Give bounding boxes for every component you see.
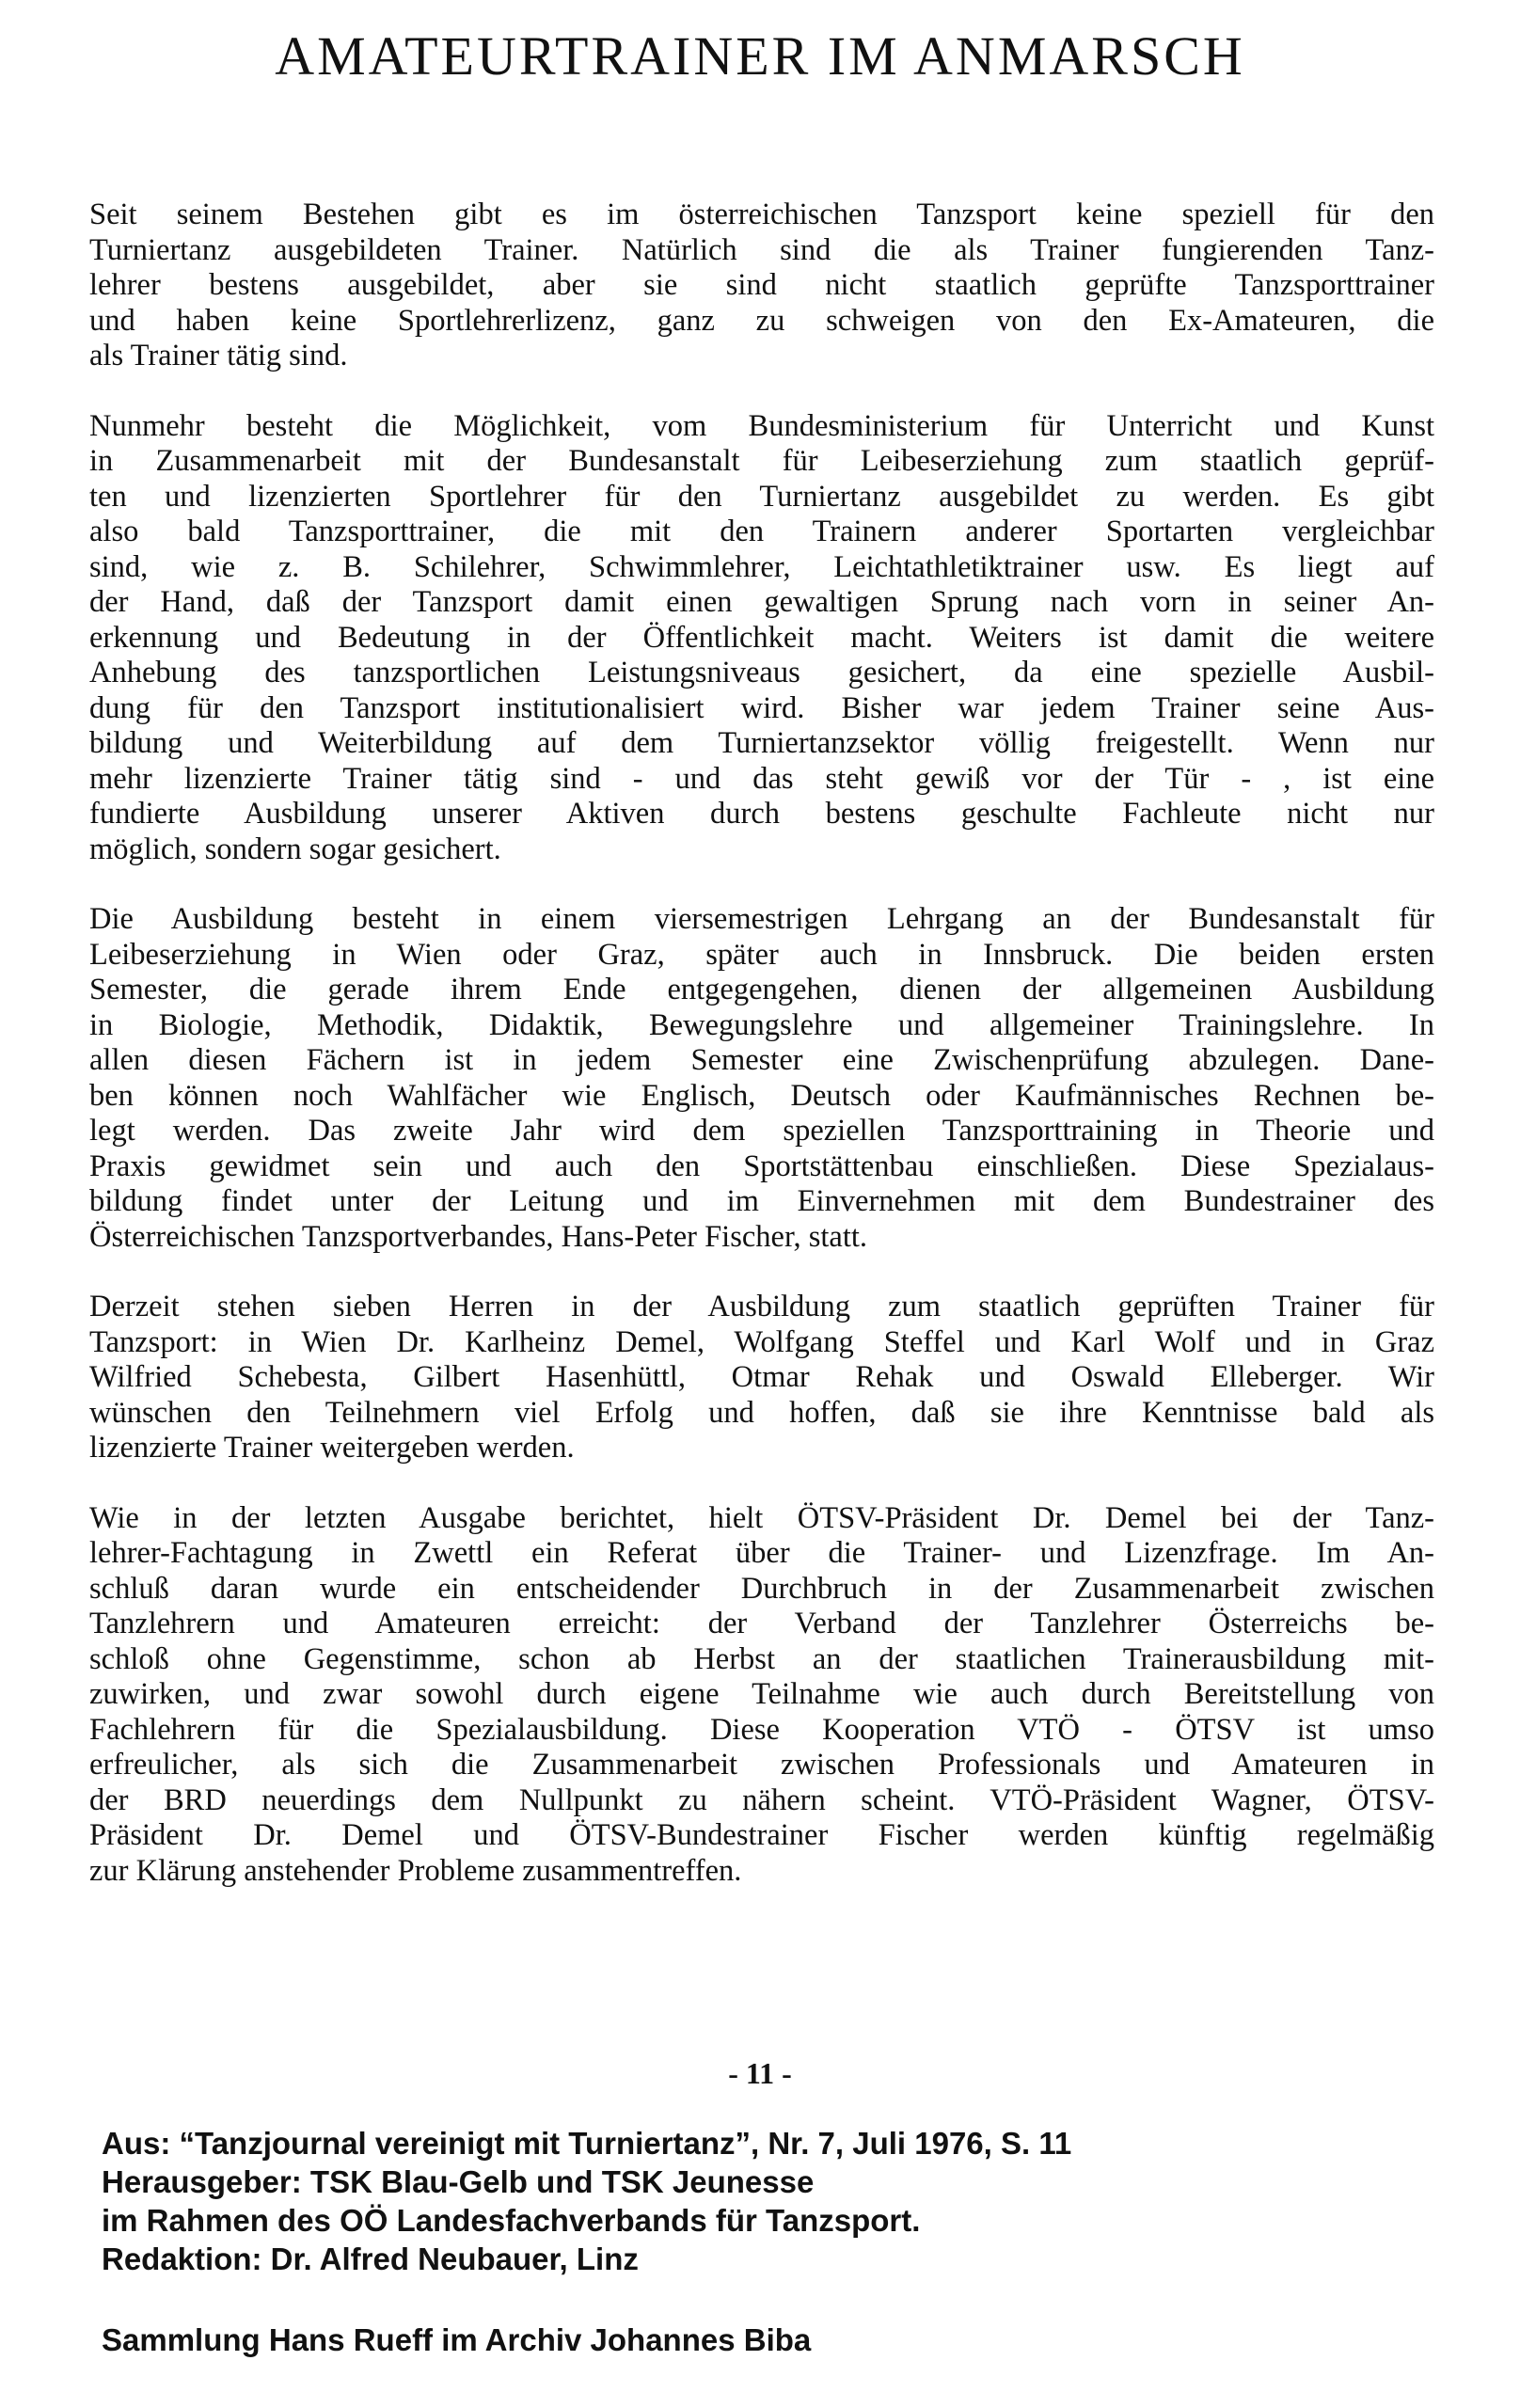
text-line: zuwirken, und zwar sowohl durch eigene Teilnahme wie auch durch Bereitstellung von — [89, 1677, 1434, 1711]
paragraph-2 — [89, 409, 1434, 868]
text-line: schloß ohne Gegenstimme, schon ab Herbst an der staatlichen Trainerausbildung mit- — [89, 1641, 1434, 1676]
text-line: dung für den Tanzsport institutionalisiert wird. Bisher war jedem Trainer seine Aus- — [89, 690, 1434, 725]
source-line: im Rahmen des OÖ Landesfachverbands für Tanzsport. — [102, 2203, 921, 2238]
text-line: und haben keine Sportlehrerlizenz, ganz zu schweigen von den Ex-Amateuren, die — [89, 303, 1434, 338]
paragraph-5 — [89, 1501, 1434, 1890]
text-line: in Zusammenarbeit mit der Bundesanstalt für Leibeserziehung zum staatlich geprüf- — [89, 444, 1434, 478]
article-body — [89, 198, 1434, 1924]
text-line: mehr lizenzierte Trainer tätig sind - und das steht gewiß vor der Tür - , ist eine — [89, 761, 1434, 796]
text-line: Seit seinem Bestehen gibt es im österreichischen Tanzsport keine speziell für den — [89, 198, 1434, 231]
text-line: bildung findet unter der Leitung und im Einvernehmen mit dem Bundestrainer des — [89, 1184, 1434, 1218]
text-line: Tanzlehrern und Amateuren erreicht: der Verband der Tanzlehrer Österreichs be- — [89, 1607, 1434, 1640]
text-line: in Biologie, Methodik, Didaktik, Bewegungslehre und allgemeiner Trainingslehre. In — [89, 1007, 1434, 1042]
text-line: erfreulicher, als sich die Zusammenarbeit zwischen Professionals und Amateuren in — [89, 1748, 1434, 1782]
text-line: Semester, die gerade ihrem Ende entgegengehen, dienen der allgemeinen Ausbildung — [89, 973, 1434, 1006]
paragraph-3 — [89, 902, 1434, 1255]
text-line: Präsident Dr. Demel und ÖTSV-Bundestrainer Fischer werden künftig regelmäßig — [89, 1818, 1434, 1852]
text-line: lehrer-Fachtagung in Zwettl ein Referat über die Trainer- und Lizenzfrage. Im An- — [89, 1536, 1434, 1570]
text-line: lehrer bestens ausgebildet, aber sie sind nicht staatlich geprüfte Tanzsporttrainer — [89, 268, 1434, 302]
text-line: also bald Tanzsporttrainer, die mit den Trainern anderer Sportarten vergleichbar — [89, 515, 1434, 548]
text-line: schluß daran wurde ein entscheidender Durchbruch in der Zusammenarbeit zwischen — [89, 1571, 1434, 1606]
source-citation — [102, 2124, 1324, 2278]
text-line: Tanzsport: in Wien Dr. Karlheinz Demel, Wolfgang Steffel und Karl Wolf und in Graz — [89, 1324, 1434, 1359]
text-line: fundierte Ausbildung unserer Aktiven durch bestens geschulte Fachleute nicht nur — [89, 797, 1434, 831]
text-line: Nunmehr besteht die Möglichkeit, vom Bundesministerium für Unterricht und Kunst — [89, 408, 1434, 443]
source-line: Redaktion: Dr. Alfred Neubauer, Linz — [102, 2242, 639, 2276]
page-number: - 11 - — [728, 2056, 792, 2090]
text-line: als Trainer tätig sind. — [89, 339, 348, 372]
source-line: Aus: “Tanzjournal vereinigt mit Turniertanz”, Nr. 7, Juli 1976, S. 11 — [102, 2126, 1072, 2161]
source-line: Herausgeber: TSK Blau-Gelb und TSK Jeunesse — [102, 2164, 815, 2199]
text-line: Die Ausbildung besteht in einem viersemestrigen Lehrgang an der Bundesanstalt für — [89, 902, 1434, 936]
text-line: Anhebung des tanzsportlichen Leistungsniveaus gesichert, da eine spezielle Ausbil- — [89, 656, 1434, 689]
text-line: ben können noch Wahlfächer wie Englisch, Deutsch oder Kaufmännisches Rechnen be- — [89, 1078, 1434, 1113]
text-line: legt werden. Das zweite Jahr wird dem speziellen Tanzsporttraining in Theorie und — [89, 1114, 1434, 1148]
text-line: Derzeit stehen sieben Herren in der Ausbildung zum staatlich geprüften Trainer für — [89, 1290, 1434, 1323]
paragraph-4 — [89, 1290, 1434, 1466]
text-line: Praxis gewidmet sein und auch den Sportstättenbau einschließen. Diese Spezialaus- — [89, 1149, 1434, 1183]
article-title: AMATEURTRAINER IM ANMARSCH — [275, 25, 1245, 87]
text-line: Wie in der letzten Ausgabe berichtet, hielt ÖTSV-Präsident Dr. Demel bei der Tanz- — [89, 1500, 1434, 1535]
text-line: wünschen den Teilnehmern viel Erfolg und hoffen, daß sie ihre Kenntnisse bald als — [89, 1395, 1434, 1430]
text-line: sind, wie z. B. Schilehrer, Schwimmlehrer, Leichtathletiktrainer usw. Es liegt auf — [89, 549, 1434, 584]
text-line: ten und lizenzierten Sportlehrer für den Turniertanz ausgebildet zu werden. Es gibt — [89, 479, 1434, 514]
text-line: Wilfried Schebesta, Gilbert Hasenhüttl, Otmar Rehak und Oswald Elleberger. Wir — [89, 1360, 1434, 1394]
text-line: Fachlehrern für die Spezialausbildung. Diese Kooperation VTÖ - ÖTSV ist umso — [89, 1712, 1434, 1747]
paragraph-1 — [89, 198, 1434, 374]
collection-credit: Sammlung Hans Rueff im Archiv Johannes Biba — [102, 2322, 812, 2357]
text-line: Österreichischen Tanzsportverbandes, Hans-Peter Fischer, statt. — [89, 1219, 868, 1254]
text-line: allen diesen Fächern ist in jedem Semester eine Zwischenprüfung abzulegen. Dane- — [89, 1043, 1434, 1077]
text-line: Leibeserziehung in Wien oder Graz, später auch in Innsbruck. Die beiden ersten — [89, 937, 1434, 972]
text-line: bildung und Weiterbildung auf dem Turniertanzsektor völlig freigestellt. Wenn nur — [89, 726, 1434, 760]
text-line: der Hand, daß der Tanzsport damit einen gewaltigen Sprung nach vorn in seiner An- — [89, 585, 1434, 619]
text-line: möglich, sondern sogar gesichert. — [89, 832, 501, 866]
text-line: Turniertanz ausgebildeten Trainer. Natürlich sind die als Trainer fungierenden Tanz- — [89, 232, 1434, 267]
text-line: erkennung und Bedeutung in der Öffentlichkeit macht. Weiters ist damit die weitere — [89, 620, 1434, 655]
text-line: lizenzierte Trainer weitergeben werden. — [89, 1431, 575, 1465]
text-line: der BRD neuerdings dem Nullpunkt zu nähern scheint. VTÖ-Präsident Wagner, ÖTSV- — [89, 1782, 1434, 1817]
text-line: zur Klärung anstehender Probleme zusammentreffen. — [89, 1853, 742, 1888]
